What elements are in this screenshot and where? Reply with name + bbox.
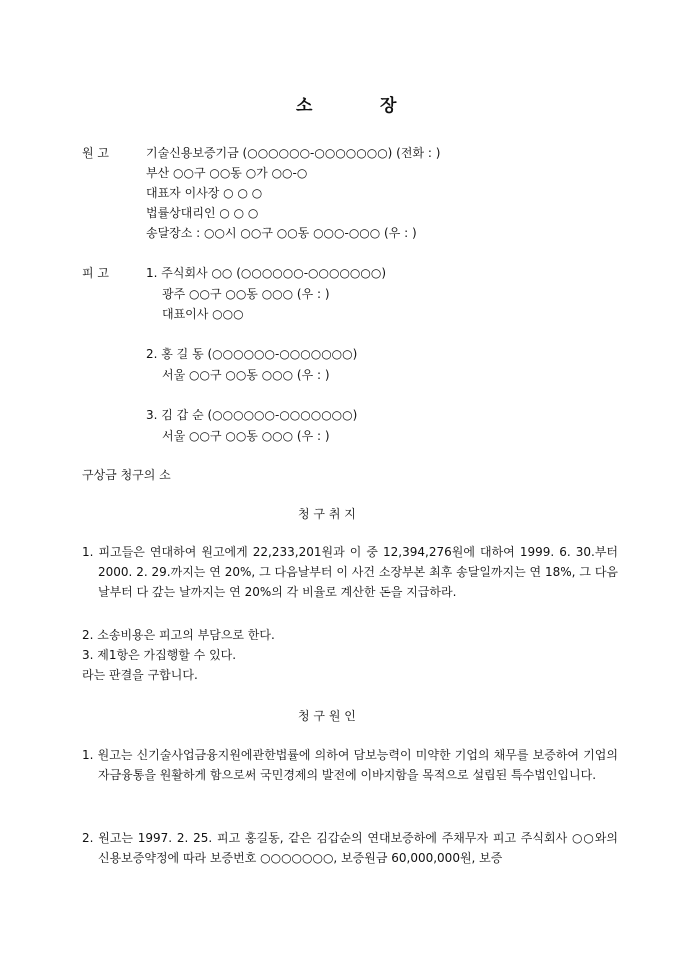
title-char-1: 소 [296,96,313,116]
claim-purpose-closing: 라는 판결을 구합니다. [82,668,198,682]
claim-purpose-heading: 청 구 취 지 [298,507,356,521]
defendant-1-representative: 대표이사 ○○○ [162,307,244,321]
defendant-1-address: 광주 ○○구 ○○동 ○○○ (우 : ) [162,287,330,301]
defendant-2-head: 2. 홍 길 동 (○○○○○○-○○○○○○○) [146,347,358,361]
plaintiff-label: 원 고 [82,146,109,160]
plaintiff-address-line: 부산 ○○구 ○○동 ○가 ○○-○ [146,166,308,180]
claim-purpose-item-3: 3. 제1항은 가집행할 수 있다. [82,648,237,662]
defendant-1-head: 1. 주식회사 ○○ (○○○○○○-○○○○○○○) [146,266,387,280]
plaintiff-agent-line: 법률상대리인 ○ ○ ○ [146,206,259,220]
plaintiff-service-address-line: 송달장소 : ○○시 ○○구 ○○동 ○○○-○○○ (우 : ) [146,226,417,240]
case-name: 구상금 청구의 소 [82,468,171,482]
claim-cause-heading: 청 구 원 인 [298,709,356,723]
claim-cause-item-1: 1. 원고는 신기술사업금융지원에관한법률에 의하여 담보능력이 미약한 기업의 채무를 보증하여 기업의 자금융통을 원활하게 함으로써 국민경제의 발전에 이바지함을 목적으로 설립된 특수법인입니다. [82,748,618,782]
title-char-2: 장 [380,96,397,116]
defendant-3-address: 서울 ○○구 ○○동 ○○○ (우 : ) [162,429,330,443]
defendant-2-address: 서울 ○○구 ○○동 ○○○ (우 : ) [162,368,330,382]
claim-cause-item-2: 2. 원고는 1997. 2. 25. 피고 홍길동, 같은 김갑순의 연대보증하에 주채무자 피고 주식회사 ○○와의 신용보증약정에 따라 보증번호 ○○○○○○○, 보증원금 60,000,000원, 보증 [82,831,618,865]
claim-purpose-item-2: 2. 소송비용은 피고의 부담으로 한다. [82,628,275,642]
plaintiff-name-line: 기술신용보증기금 (○○○○○○-○○○○○○○) (전화 : ) [146,146,441,160]
claim-purpose-item-1: 1. 피고들은 연대하여 원고에게 22,233,201원과 이 중 12,394,276원에 대하여 1999. 6. 30.부터 2000. 2. 29.까지는 연 20%, 그 다음날부터 이 사건 소장부본 최후 송달일까지는 연 18%, 그 다음날부터 다 갚는 날까지는 연 20%의 각 비율로 계산한 돈을 지급하라. [82,545,618,599]
plaintiff-representative-line: 대표자 이사장 ○ ○ ○ [146,186,263,200]
defendant-3-head: 3. 김 갑 순 (○○○○○○-○○○○○○○) [146,408,358,422]
defendant-label: 피 고 [82,266,109,280]
